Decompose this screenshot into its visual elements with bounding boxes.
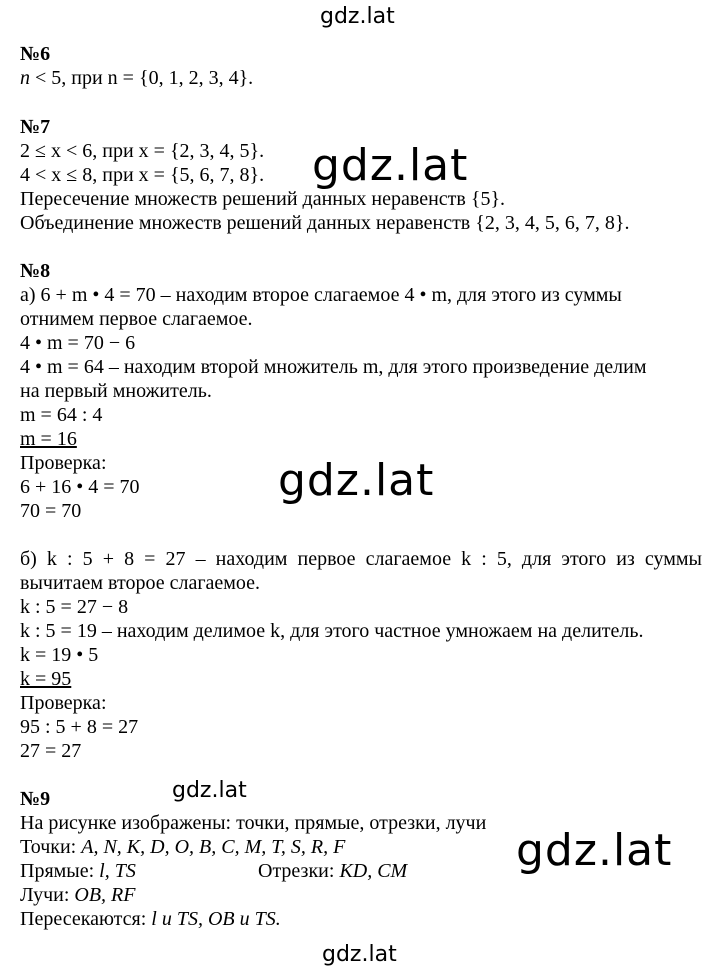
task-9-title: №9: [20, 788, 51, 810]
task-8-title: №8: [20, 260, 51, 282]
watermark-bottom: gdz.lat: [322, 942, 397, 967]
watermark-large-3: gdz.lat: [516, 825, 673, 876]
task-8a-answer: m = 16: [20, 428, 77, 450]
var-n: n: [20, 67, 30, 89]
intersections-value: l и TS, OB и TS.: [151, 908, 281, 930]
task-8a-check-1: 6 + 16 • 4 = 70: [20, 476, 140, 498]
task-9-intersections: [20, 907, 281, 931]
task-7-line-1: 2 ≤ x < 6, при x = {2, 3, 4, 5}.: [20, 140, 265, 162]
rays-label: Лучи:: [20, 884, 75, 906]
task-8b-answer: k = 95: [20, 668, 72, 690]
task-9-points: [20, 835, 345, 859]
intersections-label: Пересекаются:: [20, 908, 152, 930]
task-8b-line-2: вычитаем второе слагаемое.: [20, 572, 261, 594]
task-9-lines: [20, 859, 136, 883]
points-value: A, N, K, D, O, B, C, M, T, S, R, F: [81, 836, 346, 858]
task-8b-check-2: 27 = 27: [20, 740, 82, 762]
task-8a-line-1: а) 6 + m • 4 = 70 – находим второе слагаемое 4 • m, для этого из суммы: [20, 284, 622, 306]
task-9-segments: [258, 859, 407, 883]
task-8a-check-label: Проверка:: [20, 452, 107, 474]
points-label: Точки:: [20, 836, 82, 858]
task-8b-check-1: 95 : 5 + 8 = 27: [20, 716, 139, 738]
task-8b-check-label: Проверка:: [20, 692, 107, 714]
task-8b-line-5: k = 19 • 5: [20, 644, 99, 666]
task-8b-line-4: k : 5 = 19 – находим делимое k, для этого частное умножаем на делитель.: [20, 620, 644, 642]
lines-value: l, TS: [99, 860, 136, 882]
task-8a-line-6: m = 64 : 4: [20, 404, 103, 426]
rays-value: OB, RF: [74, 884, 136, 906]
watermark-large-1: gdz.lat: [312, 140, 469, 191]
task-8a-line-4: 4 • m = 64 – находим второй множитель m, для этого произведение делим: [20, 356, 647, 378]
task-9-line-1: На рисунке изображены: точки, прямые, отрезки, лучи: [20, 812, 487, 834]
task-8a-line-2: отнимем первое слагаемое.: [20, 308, 253, 330]
task-9-rays: [20, 883, 135, 907]
segments-label: Отрезки:: [258, 860, 340, 882]
lines-label: Прямые:: [20, 860, 100, 882]
watermark-large-2: gdz.lat: [278, 455, 435, 506]
task-8a-line-5: на первый множитель.: [20, 380, 212, 402]
task-7-line-3: Пересечение множеств решений данных неравенств {5}.: [20, 188, 506, 210]
task-7-line-2: 4 < x ≤ 8, при x = {5, 6, 7, 8}.: [20, 164, 265, 186]
task-8b-line-3: k : 5 = 27 − 8: [20, 596, 129, 618]
task-8a-line-3: 4 • m = 70 − 6: [20, 332, 136, 354]
task-8a-check-2: 70 = 70: [20, 500, 82, 522]
watermark-top: gdz.lat: [320, 4, 395, 29]
segments-value: KD, CM: [339, 860, 408, 882]
task-6-line-1: [20, 66, 253, 90]
task-8b-line-1: б) k : 5 + 8 = 27 – находим первое слагаемое k : 5, для этого из суммы: [20, 548, 702, 570]
task-6-title: №6: [20, 43, 51, 65]
watermark-small-2: gdz.lat: [172, 778, 247, 803]
task-7-line-4: Объединение множеств решений данных неравенств {2, 3, 4, 5, 6, 7, 8}.: [20, 212, 630, 234]
task-7-title: №7: [20, 116, 51, 138]
task-6-line-1-rest: < 5, при n = {0, 1, 2, 3, 4}.: [30, 67, 254, 89]
